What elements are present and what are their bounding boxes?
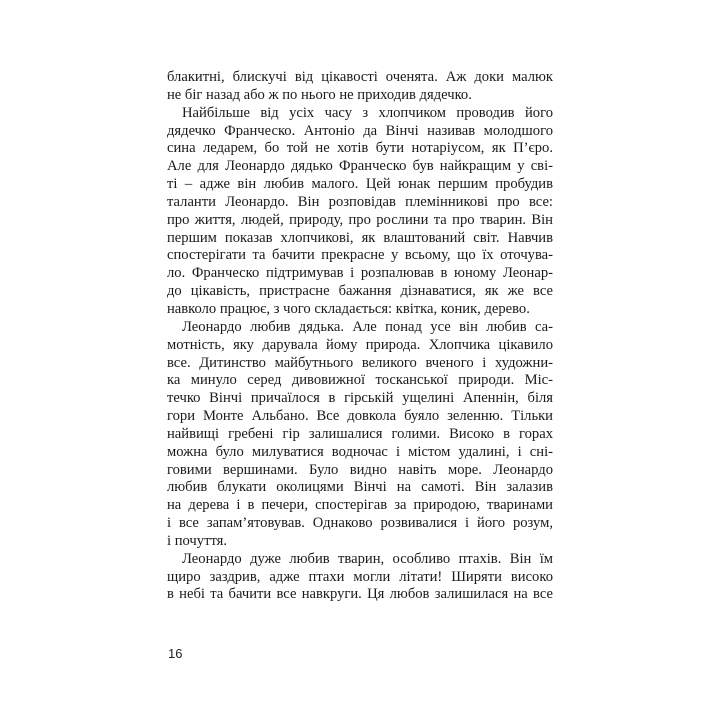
text-line: любив блукати околицями Вінчі на самоті. Він залазив bbox=[167, 479, 553, 496]
text-line: течко Вінчі причаїлося в гірській ущелині Апеннін, біля bbox=[167, 390, 553, 407]
text-line: ті – адже він любив малого. Цей юнак першим пробудив bbox=[167, 176, 553, 193]
paragraph bbox=[167, 551, 553, 605]
text-line: говими вершинами. Було видно навіть море. Леонардо bbox=[167, 461, 553, 478]
text-line: найвищі гребені гір залишалися голими. Високо в горах bbox=[167, 425, 553, 442]
text-line: дядечко Франческо. Антоніо да Вінчі називав молодшого bbox=[167, 122, 553, 139]
paragraph bbox=[167, 319, 553, 551]
text-line: першим показав хлопчикові, як влаштований світ. Навчив bbox=[167, 229, 553, 246]
text-line: не біг назад або ж по нього не приходив дядечко. bbox=[167, 86, 472, 103]
text-line: Найбільше від усіх часу з хлопчиком проводив його bbox=[182, 104, 553, 121]
page-number: 16 bbox=[168, 646, 183, 661]
text-line: і все запам’ятовував. Однаково розвивалися і його розум, bbox=[167, 515, 553, 532]
text-line: і почуття. bbox=[167, 532, 227, 549]
paragraph bbox=[167, 105, 553, 319]
text-line: ка минуло серед дивовижної тосканської природи. Міс- bbox=[167, 372, 553, 389]
text-line: Леонардо любив дядька. Але понад усе він любив са- bbox=[182, 318, 553, 335]
text-line: на дерева і в печери, спостерігав за природою, тваринами bbox=[167, 497, 553, 514]
page-text-block bbox=[167, 69, 553, 604]
paragraph bbox=[167, 69, 553, 105]
text-line: гори Монте Альбано. Все довкола буяло зеленню. Тільки bbox=[167, 408, 553, 425]
text-line: навколо працює, з чого складається: квітка, коник, дерево. bbox=[167, 300, 530, 317]
text-line: таланти Леонардо. Він розповідав племінникові про все: bbox=[167, 193, 553, 210]
text-line: сина ледарем, бо той не хотів бути нотаріусом, як П’єро. bbox=[167, 140, 553, 157]
text-line: мотність, яку дарувала йому природа. Хлопчика цікавило bbox=[167, 336, 553, 353]
text-line: до цікавість, пристрасне бажання дізнаватися, як же все bbox=[167, 283, 553, 300]
text-line: блакитні, блискучі від цікавості оченята. Аж доки малюк bbox=[167, 69, 553, 85]
text-line: щиро заздрив, адже птахи могли літати! Ширяти високо bbox=[167, 568, 553, 585]
text-line: все. Дитинство майбутнього великого вченого і художни- bbox=[167, 354, 553, 371]
text-line: Леонардо дуже любив тварин, особливо птахів. Він їм bbox=[182, 550, 553, 567]
text-line: Але для Леонардо дядько Франческо був найкращим у сві- bbox=[167, 158, 553, 175]
text-line: можна було милуватися водночас і містом удалині, і сні- bbox=[167, 443, 553, 460]
text-line: про життя, людей, природу, про рослини та про тварин. Він bbox=[167, 211, 553, 228]
text-line: в небі та бачити все навкруги. Ця любов залишилася на все bbox=[167, 586, 553, 603]
text-line: спостерігати та бачити прекрасне у всьому, що їх оточува- bbox=[167, 247, 553, 264]
text-line: ло. Франческо підтримував і розпалював в юному Леонар- bbox=[167, 265, 553, 282]
